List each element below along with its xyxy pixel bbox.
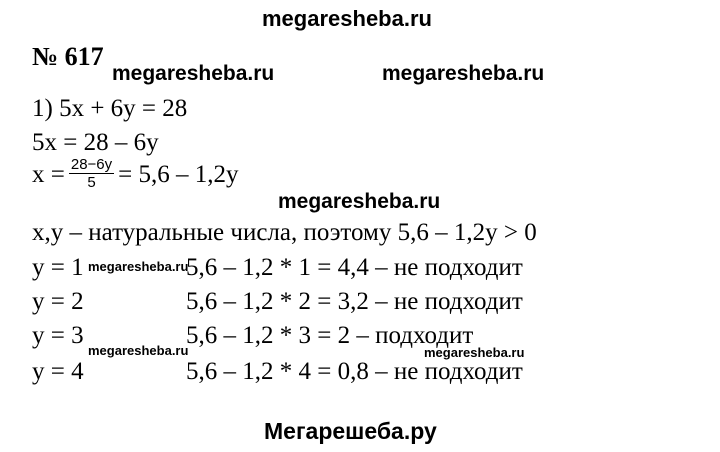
row-y-2: y = 2 (32, 288, 84, 315)
condition-line: x,y – натуральные числа, поэтому 5,6 – 1,2y > 0 (32, 219, 537, 246)
line3-suffix: = 5,6 – 1,2y (118, 161, 239, 189)
fraction-denominator: 5 (87, 174, 96, 191)
fraction-numerator: 28−6y (70, 156, 113, 173)
row-calc-3: 5,6 – 1,2 * 3 = 2 – подходит (186, 322, 474, 349)
fraction (69, 157, 114, 190)
equation-line-2: 5x = 28 – 6y (32, 129, 159, 156)
line3-prefix: x = (32, 161, 65, 189)
watermark-center: megaresheba.ru (278, 190, 441, 213)
watermark-top: megaresheba.ru (262, 6, 432, 31)
watermark-small-row4-right: megaresheba.ru (424, 345, 525, 360)
watermark-small-row1: megaresheba.ru (88, 259, 189, 274)
watermark-small-row4-left: megaresheba.ru (88, 343, 189, 358)
row-y-3: y = 3 (32, 322, 84, 349)
watermark-mid-right: megaresheba.ru (382, 62, 545, 85)
row-calc-2: 5,6 – 1,2 * 2 = 3,2 – не подходит (186, 288, 523, 315)
row-y-1: y = 1 (32, 254, 84, 281)
row-y-4: y = 4 (32, 358, 84, 385)
row-calc-4: 5,6 – 1,2 * 4 = 0,8 – не подходит (186, 358, 523, 385)
watermark-bottom: Мегарешеба.ру (264, 418, 437, 444)
row-calc-1: 5,6 – 1,2 * 1 = 4,4 – не подходит (186, 254, 523, 281)
watermark-mid-left: megaresheba.ru (112, 62, 275, 85)
equation-line-3 (32, 156, 239, 193)
problem-number: № 617 (32, 42, 104, 71)
equation-line-1: 1) 5x + 6y = 28 (32, 95, 188, 122)
